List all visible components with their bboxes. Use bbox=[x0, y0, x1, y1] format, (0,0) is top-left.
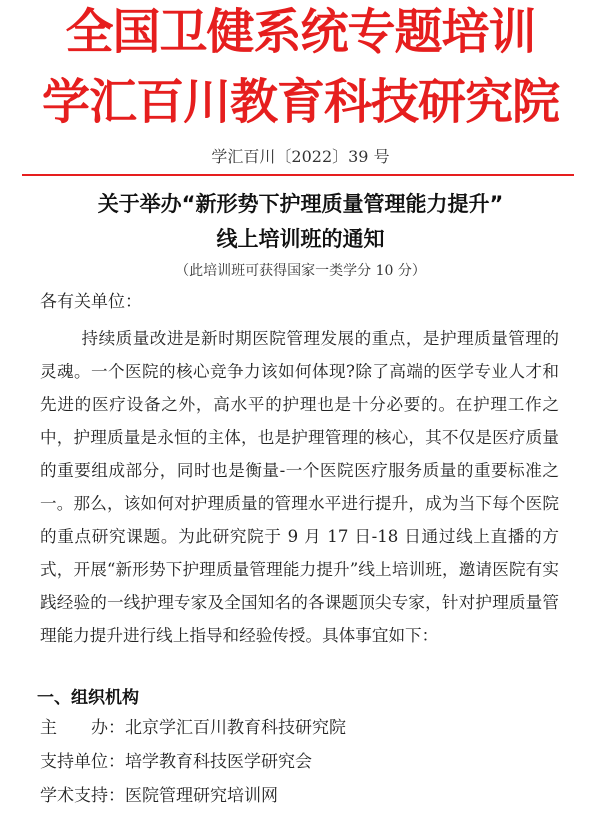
row-value: 北京学汇百川教育科技研究院 bbox=[125, 718, 346, 738]
row-label: 支持单位： bbox=[40, 752, 125, 772]
salutation: 各有关单位： bbox=[40, 292, 142, 312]
row-label: 主 办： bbox=[40, 718, 125, 738]
organizer-row bbox=[40, 713, 346, 738]
credit-note: （此培训班可获得国家一类学分 10 分） bbox=[175, 263, 426, 279]
notice-title-line-1: 关于举办“新形势下护理质量管理能力提升” bbox=[97, 192, 504, 216]
section-heading: 一、组织机构 bbox=[37, 688, 139, 708]
header-title-line-1: 全国卫健系统专题培训 bbox=[65, 4, 536, 60]
support-unit-row bbox=[40, 747, 312, 772]
document-number: 学汇百川〔2022〕39 号 bbox=[211, 147, 390, 166]
body-paragraph: 持续质量改进是新时期医院管理发展的重点，是护理质量管理的灵魂。一个医院的核心竞争力该如何体现?除了高端的医学专业人才和先进的医疗设备之外，高水平的护理也是十分必要的。在护理工作之中，护理质量是永恒的主体，也是护理管理的核心，其不仅是医疗质量的重要组成部分，同时也是衡量-一个医院医疗服务质量的重要标准之一。那么，该如何对护理质量的管理水平进行提升，成为当下每个医院的重点研究课题。为此研究院于 9 月 17 日-18 日通过线上直播的方式，开展“新形势下护理质量管理能力提升”线上培训班，邀请医院有实践经验的一线护理专家及全国知名的各课题顶尖专家，针对护理质量管理能力提升进行线上指导和经验传授。具体事宜如下： bbox=[40, 329, 559, 645]
academic-support-row bbox=[40, 781, 278, 806]
notice-title-line-2: 线上培训班的通知 bbox=[216, 227, 385, 251]
row-label: 学术支持： bbox=[40, 786, 125, 806]
row-value: 医院管理研究培训网 bbox=[125, 786, 278, 806]
row-value: 培学教育科技医学研究会 bbox=[125, 752, 312, 772]
red-divider bbox=[22, 174, 574, 176]
header-title-line-2: 学汇百川教育科技研究院 bbox=[41, 74, 559, 130]
